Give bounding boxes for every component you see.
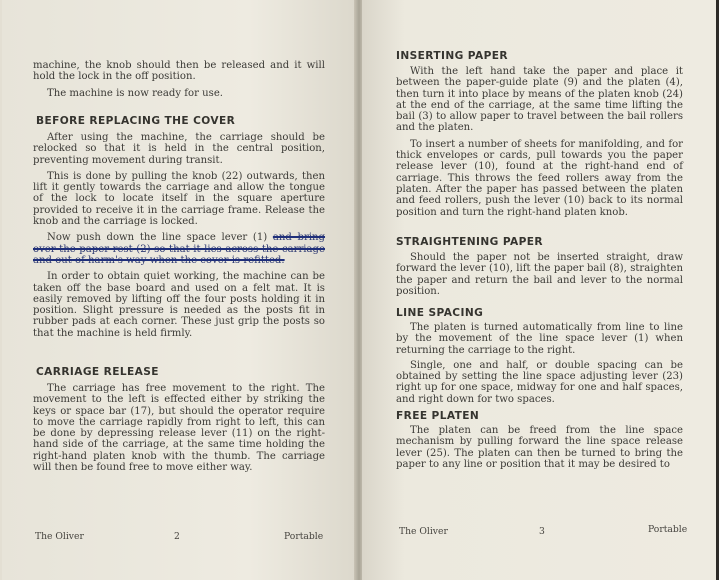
heading-carriage-release: CARRIAGE RELEASE xyxy=(36,366,159,378)
paragraph-push-down xyxy=(33,232,325,266)
left-page-body-3 xyxy=(33,383,325,473)
paragraph-intro: machine, the knob should then be released and it will hold the lock in the off position. xyxy=(33,60,325,83)
right-page-body-4 xyxy=(396,425,683,470)
footer-right-model: Portable xyxy=(648,524,688,535)
left-page-body-2 xyxy=(33,132,325,339)
paragraph-manifolding: To insert a number of sheets for manifolding, and for thick envelopes or cards, pull towards you the paper release lever (10), found at the right-hand end of carriage. This throws the feed rollers away from the platen. After the paper has passed between the platen and feed rollers, push the lever (10) back to its normal position and turn the right-hand platen knob. xyxy=(396,138,683,218)
heading-straightening-paper: STRAIGHTENING PAPER xyxy=(396,236,543,248)
paragraph-inserting: With the left hand take the paper and place it between the paper-guide plate (9) and the platen (4), then turn it into place by means of the platen knob (24) at the end of the carriage, at the same time lifting the bail (3) to allow paper to travel between the bail rollers and the platen. xyxy=(396,66,683,134)
paragraph-quiet-working: In order to obtain quiet working, the machine can be taken off the base board and used on a felt mat. It is easily removed by lifting off the four posts holding it in position. Slight pressure is needed as the posts fit in rubber pads at each corner. These just grip the posts so that the machine is held firmly. xyxy=(33,271,325,339)
paragraph-done-by: This is done by pulling the knob (22) outwards, then lift it gently towards the carriage and allow the tongue of the lock to locate itself in the square aperture provided to receive it in the carriage frame. Release the knob and the carriage is locked. xyxy=(33,170,325,228)
paragraph-carriage: The carriage has free movement to the right. The movement to the left is effected either by striking the keys or space bar (17), but should the operator require to move the carriage rapidly from right to left, this can be done by depressing release lever (11) on the right-hand side of the carriage, at the same time holding the right-hand platen knob with the thumb. The carriage will then be found free to move either way. xyxy=(33,383,325,474)
right-page xyxy=(362,0,717,580)
struck-through-text: and bring over the paper rest (2) so that it lies across the carriage and out of harm's way when the cover is refitted. xyxy=(33,232,326,266)
heading-before-replacing-cover: BEFORE REPLACING THE COVER xyxy=(36,115,236,127)
right-page-body xyxy=(396,66,683,218)
paragraph-spacing-options: Single, one and half, or double spacing can be obtained by setting the line space adjusting lever (23) right up for one space, midway for one and half spaces, and right down for two spaces. xyxy=(396,359,683,405)
left-page xyxy=(2,0,356,580)
push-down-text: Now push down the line space lever (1) xyxy=(47,232,268,244)
paragraph-ready: The machine is now ready for use. xyxy=(47,87,224,99)
footer-left-page-number: 2 xyxy=(174,531,180,542)
right-page-body-3 xyxy=(396,322,683,405)
heading-line-spacing: LINE SPACING xyxy=(396,307,484,319)
footer-left-model: Portable xyxy=(284,531,324,542)
paragraph-free-platen: The platen can be freed from the line space mechanism by pulling forward the line space release lever (25). The platen can then be turned to bring the paper to any line or position that it may be desired to xyxy=(396,425,683,470)
footer-right-page-number: 3 xyxy=(539,526,545,537)
paragraph-line-spacing: The platen is turned automatically from line to line by the movement of the line space lever (1) when returning the carriage to the right. xyxy=(396,322,683,356)
heading-inserting-paper: INSERTING PAPER xyxy=(396,50,508,62)
footer-right-brand: The Oliver xyxy=(399,526,448,537)
footer-left-brand: The Oliver xyxy=(35,531,84,542)
paragraph-after-using: After using the machine, the carriage should be relocked so that it is held in the central position, preventing movement during transit. xyxy=(33,132,325,166)
heading-free-platen: FREE PLATEN xyxy=(396,410,480,422)
right-page-body-2 xyxy=(396,252,683,297)
left-page-body xyxy=(33,60,325,99)
paragraph-straightening: Should the paper not be inserted straight, draw forward the lever (10), lift the paper bail (8), straighten the paper and return the bail and lever to the normal position. xyxy=(396,252,683,297)
